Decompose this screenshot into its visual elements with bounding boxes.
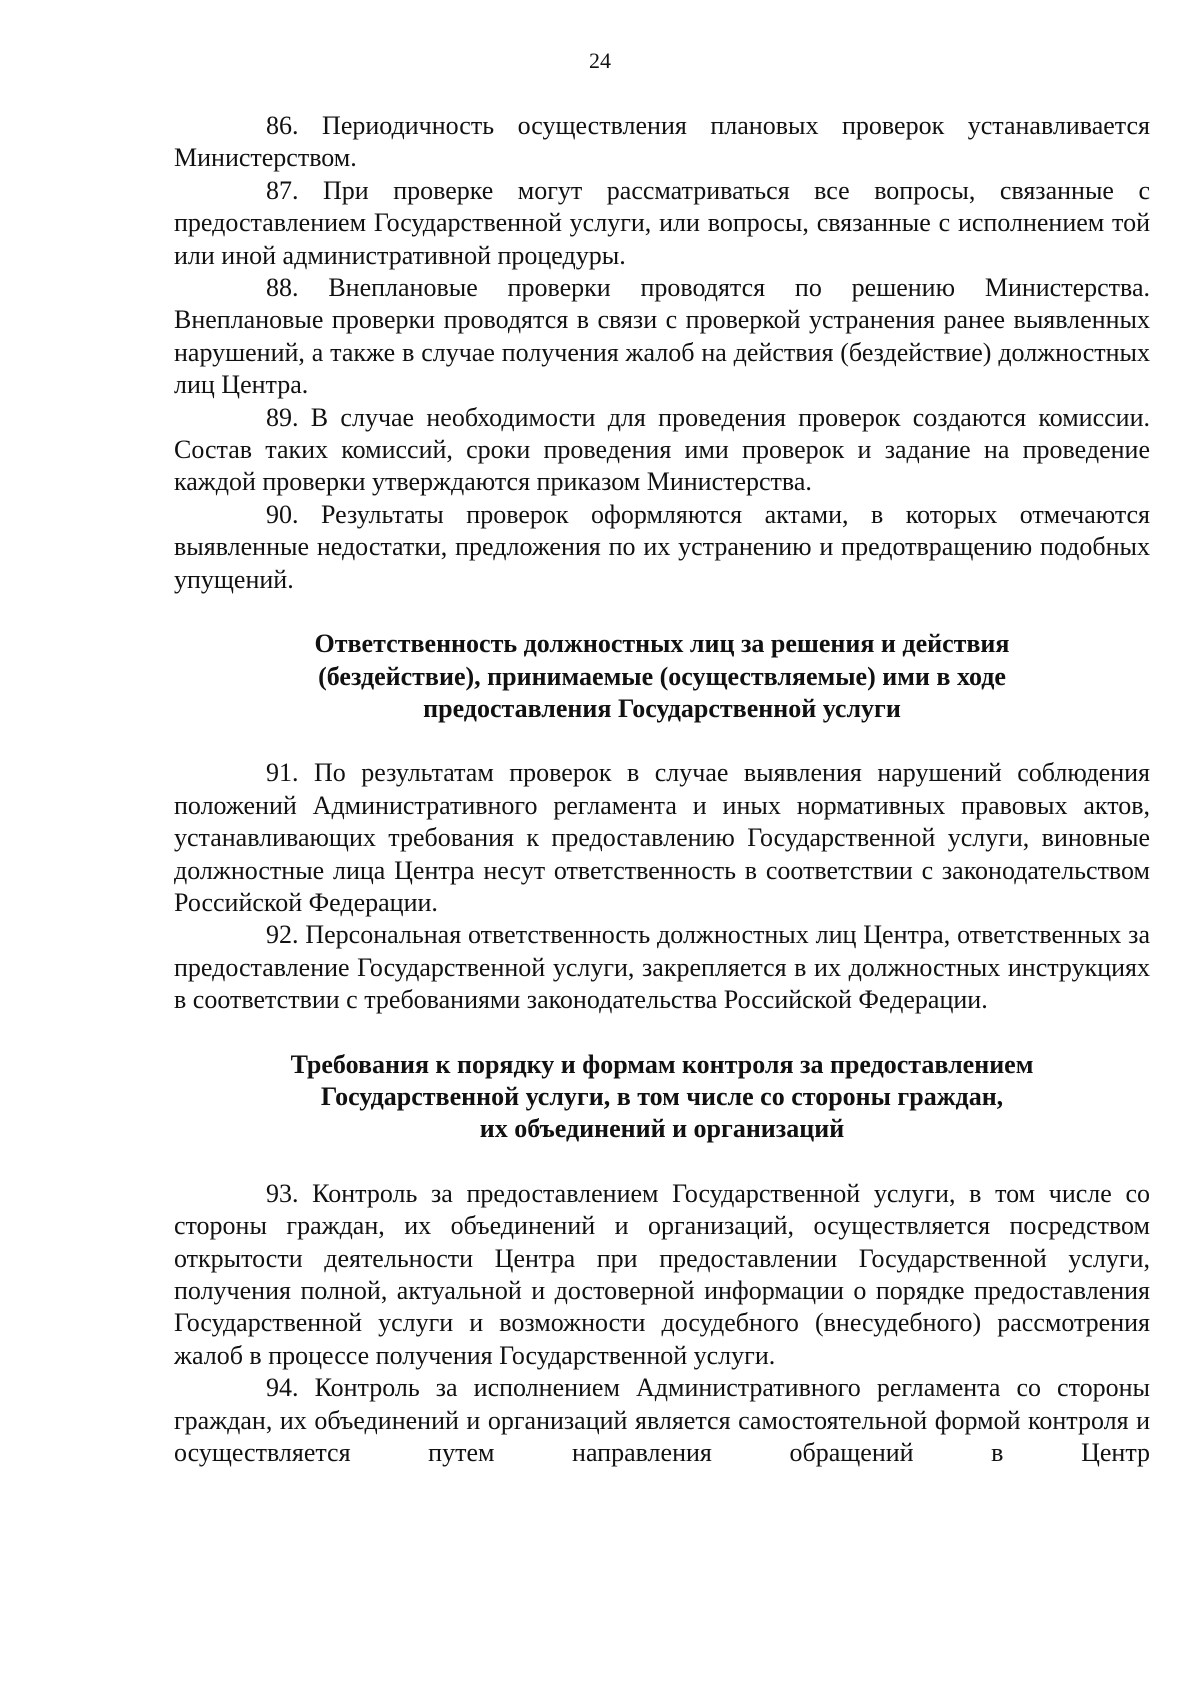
heading-line: Ответственность должностных лиц за решения и действия (314, 629, 1010, 659)
paragraph-86: 86. Периодичность осуществления плановых проверок устанавливается Министерством. (174, 111, 1150, 173)
paragraph-90: 90. Результаты проверок оформляются актами, в которых отмечаются выявленные недостатки, предложения по их устранению и предотвращению подобных упущений. (174, 499, 1150, 594)
paragraph-88: 88. Внеплановые проверки проводятся по решению Министерства. Внеплановые проверки проводятся в связи с проверкой устранения ранее выявленных нарушений, а также в случае получения жалоб на действия (бездействие) должностных лиц Центра. (174, 273, 1150, 400)
heading-line: (бездействие), принимаемые (осуществляемые) ими в ходе (318, 661, 1006, 691)
paragraph-91: 91. По результатам проверок в случае выявления нарушений соблюдения положений Административного регламента и иных нормативных правовых актов, устанавливающих требования к предоставлению Государственной услуги, виновные должностные лица Центра несут ответственность в соответствии с законодательством Российской Федерации. (174, 758, 1150, 917)
paragraph-87: 87. При проверке могут рассматриваться все вопросы, связанные с предоставлением Государственной услуги, или вопросы, связанные с исполнением той или иной административной процедуры. (174, 175, 1150, 270)
heading-line: их объединений и организаций (479, 1114, 845, 1144)
paragraph-92: 92. Персональная ответственность должностных лиц Центра, ответственных за предоставление Государственной услуги, закрепляется в их должностных инструкциях в соответствии с требованиями законодательства Российской Федерации. (174, 920, 1150, 1015)
paragraph-89: 89. В случае необходимости для проведения проверок создаются комиссии. Состав таких комиссий, сроки проведения ими проверок и задание на проведение каждой проверки утверждаются приказом Министерства. (174, 402, 1150, 497)
heading-line: Государственной услуги, в том числе со стороны граждан, (320, 1081, 1004, 1111)
paragraph-93: 93. Контроль за предоставлением Государственной услуги, в том числе со стороны граждан, их объединений и организаций, осуществляется посредством открытости деятельности Центра при предоставлении Государственной услуги, получения полной, актуальной и достоверной информации о порядке предоставления Государственной услуги и возможности досудебного (внесудебного) рассмотрения жалоб в процессе получения Государственной услуги. (174, 1178, 1150, 1370)
document-body (174, 110, 1150, 1469)
section-heading-responsibility (174, 628, 1150, 725)
page-number: 24 (589, 48, 611, 73)
section-heading-control-requirements (174, 1049, 1150, 1146)
heading-line: предоставления Государственной услуги (423, 693, 901, 723)
heading-line: Требования к порядку и формам контроля за предоставлением (290, 1049, 1034, 1079)
paragraph-94: 94. Контроль за исполнением Административного регламента со стороны граждан, их объединений и организаций является самостоятельной формой контроля и осуществляется путем направления обращений в Центр (174, 1373, 1150, 1468)
